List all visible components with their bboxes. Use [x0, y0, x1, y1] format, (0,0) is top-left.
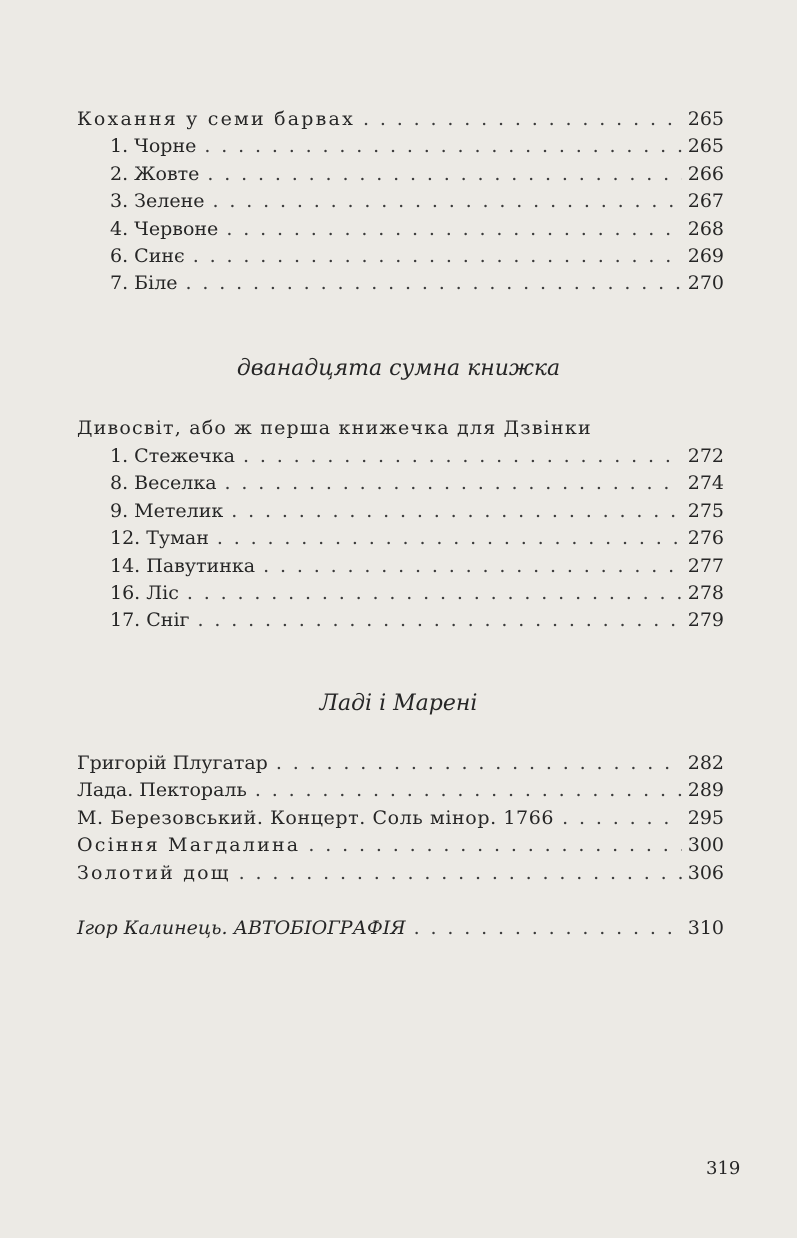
toc-entry-page: 295	[687, 806, 724, 829]
toc-entry-title: 4. Червоне	[110, 217, 219, 240]
dot-leader	[226, 216, 681, 243]
toc-entry-page: 275	[687, 499, 724, 522]
toc-entry-page: 266	[687, 162, 724, 185]
dot-leader	[414, 915, 682, 942]
toc-entry	[77, 525, 724, 552]
toc-entry-page: 270	[687, 272, 724, 295]
toc-entry	[77, 216, 724, 243]
dot-leader	[308, 832, 681, 859]
toc-entry-page: 268	[687, 217, 724, 240]
author-name: Ігор Калинець.	[77, 917, 228, 939]
toc-entry-title: 14. Павутинка	[110, 554, 256, 577]
dot-leader	[562, 805, 682, 832]
toc-entry	[77, 607, 724, 634]
dot-leader	[225, 470, 682, 497]
dot-leader	[187, 580, 682, 607]
toc-entry	[77, 750, 724, 777]
toc-entry-page: 269	[687, 244, 724, 267]
dot-leader	[212, 188, 681, 215]
toc-entry-page: 279	[687, 609, 724, 632]
toc-entry-title: 12. Туман	[110, 527, 209, 550]
dot-leader	[255, 777, 682, 804]
toc-entry	[77, 860, 724, 887]
toc-entry	[77, 470, 724, 497]
dot-leader	[204, 133, 681, 160]
dot-leader	[263, 553, 682, 580]
toc-entry-title: 17. Сніг	[110, 609, 190, 632]
toc-entry	[77, 133, 724, 160]
page-number: 319	[706, 1158, 741, 1179]
autobiography-title: АВТОБІОГРАФІЯ	[233, 917, 406, 939]
toc-section-autobiography	[77, 915, 724, 942]
toc-entry-page: 277	[687, 554, 724, 577]
toc-entry-page: 282	[687, 752, 724, 774]
dot-leader	[243, 443, 682, 470]
toc-group-title: Дивосвіт, або ж перша книжечка для Дзвінки	[77, 417, 592, 439]
toc-entry-title: 1. Стежечка	[110, 445, 235, 467]
toc-entry-title: Лада. Пектораль	[77, 779, 247, 802]
toc-entry	[77, 915, 724, 942]
toc-entry-page: 289	[687, 779, 724, 802]
toc-entry-page: 274	[687, 472, 724, 495]
toc-entry-page: 272	[687, 445, 724, 467]
toc-entry	[77, 443, 724, 470]
section-heading: Ладі і Марені	[319, 691, 478, 716]
dot-leader	[193, 243, 682, 270]
toc-entry-title: 3. Зелене	[110, 190, 205, 213]
toc-entry-title: 9. Метелик	[110, 499, 224, 522]
toc-entry-page: 278	[687, 581, 724, 604]
toc-entry-title	[77, 915, 406, 942]
toc-entry-title: 6. Синє	[110, 244, 185, 267]
toc-entry	[77, 805, 724, 832]
toc-entry-page: 300	[687, 834, 724, 857]
toc-entry-title: Осіння Магдалина	[77, 834, 301, 857]
toc-entry	[77, 188, 724, 215]
toc-entry	[77, 553, 724, 580]
toc-entry	[77, 777, 724, 804]
toc-entry-title: 2. Жовте	[110, 162, 200, 185]
dot-leader	[363, 106, 682, 133]
toc-section-dyvosvit	[77, 413, 724, 635]
toc-entry-title: Григорій Плугатар	[77, 752, 268, 774]
toc-entry-title: 7. Біле	[110, 272, 178, 295]
toc-section-ladi-i-mareni	[77, 750, 724, 887]
dot-leader	[276, 750, 682, 777]
toc-entry-page: 267	[687, 190, 724, 213]
dot-leader	[239, 860, 682, 887]
dot-leader	[198, 607, 682, 634]
toc-entry-page: 310	[687, 917, 724, 939]
dot-leader	[231, 498, 682, 525]
dot-leader	[207, 161, 681, 188]
toc-entry-title: Золотий дощ	[77, 861, 231, 884]
toc-entry	[77, 270, 724, 297]
toc-entry-title: Кохання у семи барвах	[77, 108, 355, 130]
toc-entry-title: 1. Чорне	[110, 135, 197, 158]
toc-entry	[77, 106, 724, 133]
toc-entry-page: 265	[687, 108, 724, 130]
toc-entry	[77, 580, 724, 607]
section-heading: дванадцята сумна книжка	[236, 356, 561, 381]
toc-entry	[77, 243, 724, 270]
toc-entry-title: М. Березовський. Концерт. Соль мінор. 1766	[77, 806, 555, 829]
toc-entry	[77, 498, 724, 525]
toc-entry-page: 276	[687, 527, 724, 550]
toc-entry-page: 306	[687, 861, 724, 884]
toc-entry-title: 16. Ліс	[110, 581, 179, 604]
dot-leader	[186, 270, 682, 297]
toc-section-kokhannia	[77, 106, 724, 298]
toc-entry-title: 8. Веселка	[110, 472, 217, 495]
dot-leader	[217, 525, 682, 552]
toc-entry-page: 265	[687, 135, 724, 158]
toc-entry	[77, 161, 724, 188]
toc-entry	[77, 832, 724, 859]
